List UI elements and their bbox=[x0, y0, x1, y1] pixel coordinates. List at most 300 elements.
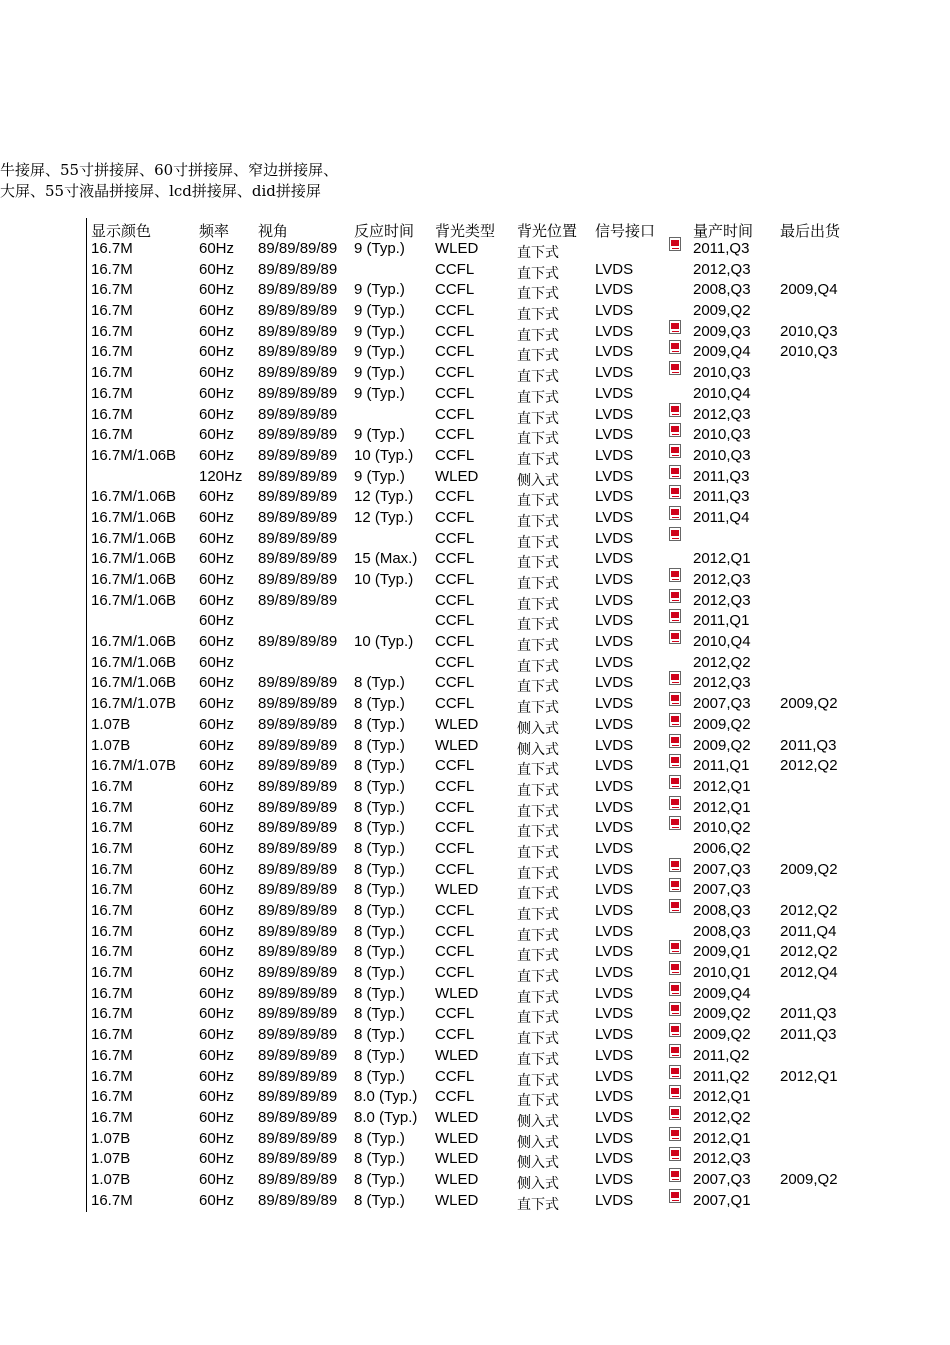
cell-view-angle: 89/89/89/89 bbox=[258, 860, 338, 878]
cell-response-time: 8 (Typ.) bbox=[354, 1129, 405, 1147]
pdf-icon bbox=[669, 858, 681, 872]
pdf-datasheet-icon[interactable] bbox=[669, 485, 681, 503]
cell-signal-interface: LVDS bbox=[595, 364, 634, 382]
cell-backlight-type: CCFL bbox=[435, 343, 475, 361]
cell-backlight-type: WLED bbox=[435, 1046, 479, 1064]
cell-color: 16.7M bbox=[91, 405, 133, 423]
cell-color: 16.7M bbox=[91, 860, 133, 878]
cell-signal-interface: LVDS bbox=[595, 426, 634, 444]
cell-signal-interface: LVDS bbox=[595, 1088, 634, 1106]
cell-response-time: 8 (Typ.) bbox=[354, 736, 405, 754]
cell-frequency: 60Hz bbox=[199, 984, 235, 1002]
cell-production-time: 2010,Q2 bbox=[693, 819, 751, 837]
cell-production-time: 2009,Q4 bbox=[693, 343, 751, 361]
cell-frequency: 60Hz bbox=[199, 405, 235, 423]
cell-color: 16.7M/1.06B bbox=[91, 529, 177, 547]
pdf-icon bbox=[669, 485, 681, 499]
pdf-datasheet-icon[interactable] bbox=[669, 568, 681, 586]
cell-view-angle: 89/89/89/89 bbox=[258, 943, 338, 961]
cell-backlight-type: CCFL bbox=[435, 819, 475, 837]
cell-color: 16.7M bbox=[91, 260, 133, 278]
cell-view-angle: 89/89/89/89 bbox=[258, 674, 338, 692]
pdf-datasheet-icon[interactable] bbox=[669, 340, 681, 358]
cell-response-time: 8 (Typ.) bbox=[354, 715, 405, 733]
cell-signal-interface: LVDS bbox=[595, 343, 634, 361]
cell-backlight-type: CCFL bbox=[435, 922, 475, 940]
cell-backlight-type: CCFL bbox=[435, 902, 475, 919]
cell-signal-interface: LVDS bbox=[595, 964, 634, 982]
pdf-datasheet-icon[interactable] bbox=[669, 1085, 681, 1103]
pdf-icon bbox=[669, 403, 681, 417]
cell-view-angle: 89/89/89/89 bbox=[258, 922, 338, 940]
cell-response-time: 8 (Typ.) bbox=[354, 860, 405, 878]
pdf-icon bbox=[669, 982, 681, 996]
cell-color: 16.7M/1.06B bbox=[91, 674, 177, 692]
cell-production-time: 2010,Q3 bbox=[693, 364, 751, 382]
cell-production-time: 2011,Q1 bbox=[693, 612, 750, 630]
cell-color: 16.7M/1.06B bbox=[91, 653, 177, 671]
cell-frequency: 60Hz bbox=[199, 1170, 235, 1188]
cell-backlight-type: WLED bbox=[435, 1191, 479, 1209]
cell-backlight-type: CCFL bbox=[435, 426, 475, 444]
cell-response-time: 10 (Typ.) bbox=[354, 633, 414, 651]
cell-response-time: 15 (Max.) bbox=[354, 550, 418, 568]
pdf-icon bbox=[669, 630, 681, 644]
cell-backlight-position: 直下式 bbox=[517, 700, 559, 717]
cell-backlight-type: CCFL bbox=[435, 777, 475, 795]
cell-view-angle: 89/89/89/89 bbox=[258, 1067, 338, 1085]
pdf-datasheet-icon[interactable] bbox=[669, 465, 681, 483]
cell-backlight-type: CCFL bbox=[435, 633, 475, 651]
cell-production-time: 2012,Q1 bbox=[693, 550, 751, 568]
pdf-icon bbox=[669, 961, 681, 975]
cell-production-time: 2012,Q3 bbox=[693, 571, 751, 588]
cell-response-time: 9 (Typ.) bbox=[354, 302, 405, 320]
cell-response-time: 8 (Typ.) bbox=[354, 839, 405, 857]
cell-view-angle: 89/89/89/89 bbox=[258, 591, 338, 609]
cell-frequency: 60Hz bbox=[199, 1067, 235, 1085]
cell-backlight-type: CCFL bbox=[435, 839, 475, 857]
cell-signal-interface: LVDS bbox=[595, 798, 634, 816]
pdf-datasheet-icon[interactable] bbox=[669, 1147, 681, 1165]
cell-response-time: 8 (Typ.) bbox=[354, 695, 405, 713]
cell-view-angle: 89/89/89/89 bbox=[258, 1170, 338, 1188]
pdf-icon bbox=[669, 713, 681, 727]
pdf-icon bbox=[669, 692, 681, 706]
cell-signal-interface: LVDS bbox=[595, 1170, 634, 1188]
cell-frequency: 60Hz bbox=[199, 943, 235, 961]
cell-backlight-type: CCFL bbox=[435, 322, 475, 340]
cell-backlight-position: 直下式 bbox=[517, 803, 559, 820]
cell-backlight-position: 直下式 bbox=[517, 431, 559, 448]
cell-view-angle: 89/89/89/89 bbox=[258, 984, 338, 1002]
cell-production-time: 2007,Q1 bbox=[693, 1191, 751, 1209]
cell-color: 16.7M bbox=[91, 1191, 133, 1209]
cell-backlight-position: 直下式 bbox=[517, 762, 559, 779]
cell-backlight-type: CCFL bbox=[435, 674, 475, 692]
cell-frequency: 60Hz bbox=[199, 550, 235, 568]
pdf-datasheet-icon[interactable] bbox=[669, 982, 681, 1000]
pdf-datasheet-icon[interactable] bbox=[669, 1127, 681, 1145]
cell-frequency: 60Hz bbox=[199, 633, 235, 651]
cell-response-time: 8.0 (Typ.) bbox=[354, 1108, 418, 1126]
cell-signal-interface: LVDS bbox=[595, 984, 634, 1002]
pdf-icon bbox=[669, 878, 681, 892]
pdf-datasheet-icon[interactable] bbox=[669, 403, 681, 421]
intro-line-2: 大屏、55寸液晶拼接屏、lcd拼接屏、did拼接屏 bbox=[0, 182, 321, 200]
cell-color: 16.7M/1.06B bbox=[91, 446, 177, 464]
pdf-datasheet-icon[interactable] bbox=[669, 237, 681, 255]
cell-color: 16.7M bbox=[91, 964, 133, 982]
pdf-icon bbox=[669, 940, 681, 954]
cell-response-time: 8 (Typ.) bbox=[354, 922, 405, 940]
cell-last-shipment: 2009,Q4 bbox=[780, 281, 838, 299]
cell-backlight-position: 直下式 bbox=[517, 824, 559, 841]
cell-signal-interface: LVDS bbox=[595, 1150, 634, 1168]
cell-response-time: 8 (Typ.) bbox=[354, 757, 405, 775]
pdf-datasheet-icon[interactable] bbox=[669, 940, 681, 958]
cell-view-angle: 89/89/89/89 bbox=[258, 343, 338, 361]
cell-backlight-position: 直下式 bbox=[517, 534, 559, 551]
cell-response-time: 8 (Typ.) bbox=[354, 943, 405, 961]
pdf-datasheet-icon[interactable] bbox=[669, 816, 681, 834]
pdf-datasheet-icon[interactable] bbox=[669, 1168, 681, 1186]
cell-signal-interface: LVDS bbox=[595, 591, 634, 609]
cell-frequency: 60Hz bbox=[199, 902, 235, 919]
cell-color: 16.7M bbox=[91, 1108, 133, 1126]
pdf-icon bbox=[669, 671, 681, 685]
header-signal-interface: 信号接口 bbox=[595, 222, 656, 240]
cell-backlight-position: 直下式 bbox=[517, 327, 559, 344]
cell-frequency: 60Hz bbox=[199, 488, 235, 506]
pdf-datasheet-icon[interactable] bbox=[669, 961, 681, 979]
cell-frequency: 60Hz bbox=[199, 881, 235, 899]
cell-backlight-position: 直下式 bbox=[517, 451, 559, 468]
pdf-datasheet-icon[interactable] bbox=[669, 589, 681, 607]
cell-view-angle: 89/89/89/89 bbox=[258, 488, 338, 506]
pdf-datasheet-icon[interactable] bbox=[669, 423, 681, 441]
cell-production-time: 2007,Q3 bbox=[693, 881, 751, 899]
cell-backlight-position: 侧入式 bbox=[517, 1134, 559, 1151]
cell-last-shipment: 2009,Q2 bbox=[780, 1170, 838, 1188]
cell-last-shipment: 2011,Q4 bbox=[780, 922, 837, 940]
pdf-icon bbox=[669, 609, 681, 623]
pdf-datasheet-icon[interactable] bbox=[669, 671, 681, 689]
cell-frequency: 60Hz bbox=[199, 695, 235, 713]
cell-view-angle: 89/89/89/89 bbox=[258, 1150, 338, 1168]
cell-backlight-position: 直下式 bbox=[517, 782, 559, 799]
cell-frequency: 60Hz bbox=[199, 591, 235, 609]
cell-frequency: 60Hz bbox=[199, 964, 235, 982]
pdf-icon bbox=[669, 506, 681, 520]
pdf-datasheet-icon[interactable] bbox=[669, 1106, 681, 1124]
cell-backlight-type: CCFL bbox=[435, 384, 475, 402]
pdf-datasheet-icon[interactable] bbox=[669, 713, 681, 731]
pdf-datasheet-icon[interactable] bbox=[669, 796, 681, 814]
cell-signal-interface: LVDS bbox=[595, 695, 634, 713]
cell-backlight-type: CCFL bbox=[435, 488, 475, 506]
pdf-datasheet-icon[interactable] bbox=[669, 506, 681, 524]
cell-color: 16.7M bbox=[91, 881, 133, 899]
pdf-icon bbox=[669, 816, 681, 830]
pdf-datasheet-icon[interactable] bbox=[669, 858, 681, 876]
cell-color: 16.7M bbox=[91, 1005, 133, 1023]
cell-view-angle: 89/89/89/89 bbox=[258, 798, 338, 816]
cell-color: 16.7M/1.07B bbox=[91, 757, 177, 775]
cell-frequency: 60Hz bbox=[199, 364, 235, 382]
cell-signal-interface: LVDS bbox=[595, 612, 634, 630]
cell-color: 16.7M/1.06B bbox=[91, 571, 177, 588]
cell-color: 1.07B bbox=[91, 1170, 131, 1188]
pdf-icon bbox=[669, 589, 681, 603]
cell-color: 16.7M bbox=[91, 426, 133, 444]
cell-color: 16.7M bbox=[91, 1067, 133, 1085]
cell-response-time: 9 (Typ.) bbox=[354, 240, 405, 257]
header-frequency: 频率 bbox=[199, 222, 230, 240]
cell-last-shipment: 2009,Q2 bbox=[780, 860, 838, 878]
cell-view-angle: 89/89/89/89 bbox=[258, 1108, 338, 1126]
cell-production-time: 2009,Q2 bbox=[693, 1005, 751, 1023]
cell-production-time: 2008,Q3 bbox=[693, 922, 751, 940]
cell-production-time: 2012,Q1 bbox=[693, 1088, 751, 1106]
cell-production-time: 2010,Q3 bbox=[693, 426, 751, 444]
pdf-icon bbox=[669, 734, 681, 748]
cell-signal-interface: LVDS bbox=[595, 384, 634, 402]
cell-last-shipment: 2010,Q3 bbox=[780, 322, 838, 340]
pdf-datasheet-icon[interactable] bbox=[669, 1002, 681, 1020]
cell-response-time: 8 (Typ.) bbox=[354, 819, 405, 837]
pdf-icon bbox=[669, 361, 681, 375]
cell-backlight-type: CCFL bbox=[435, 1067, 475, 1085]
cell-signal-interface: LVDS bbox=[595, 571, 634, 588]
cell-response-time: 9 (Typ.) bbox=[354, 384, 405, 402]
cell-view-angle: 89/89/89/89 bbox=[258, 467, 338, 485]
pdf-datasheet-icon[interactable] bbox=[669, 754, 681, 772]
pdf-icon bbox=[669, 320, 681, 334]
cell-response-time: 8 (Typ.) bbox=[354, 777, 405, 795]
cell-backlight-position: 直下式 bbox=[517, 1051, 559, 1068]
cell-color: 16.7M/1.06B bbox=[91, 508, 177, 526]
cell-view-angle: 89/89/89/89 bbox=[258, 1191, 338, 1209]
cell-backlight-type: CCFL bbox=[435, 1026, 475, 1044]
cell-production-time: 2009,Q2 bbox=[693, 736, 751, 754]
pdf-datasheet-icon[interactable] bbox=[669, 320, 681, 338]
pdf-datasheet-icon[interactable] bbox=[669, 1189, 681, 1207]
cell-signal-interface: LVDS bbox=[595, 736, 634, 754]
cell-view-angle: 89/89/89/89 bbox=[258, 426, 338, 444]
cell-signal-interface: LVDS bbox=[595, 1191, 634, 1209]
pdf-datasheet-icon[interactable] bbox=[669, 444, 681, 462]
cell-last-shipment: 2012,Q1 bbox=[780, 1067, 838, 1085]
cell-production-time: 2011,Q2 bbox=[693, 1067, 750, 1085]
cell-last-shipment: 2012,Q2 bbox=[780, 757, 838, 775]
cell-frequency: 60Hz bbox=[199, 1046, 235, 1064]
cell-frequency: 60Hz bbox=[199, 302, 235, 320]
cell-backlight-position: 侧入式 bbox=[517, 720, 559, 737]
pdf-datasheet-icon[interactable] bbox=[669, 527, 681, 545]
cell-signal-interface: LVDS bbox=[595, 715, 634, 733]
pdf-datasheet-icon[interactable] bbox=[669, 692, 681, 710]
cell-backlight-type: WLED bbox=[435, 1170, 479, 1188]
cell-view-angle: 89/89/89/89 bbox=[258, 571, 338, 588]
cell-signal-interface: LVDS bbox=[595, 653, 634, 671]
cell-production-time: 2009,Q2 bbox=[693, 1026, 751, 1044]
cell-production-time: 2012,Q3 bbox=[693, 405, 751, 423]
cell-frequency: 60Hz bbox=[199, 757, 235, 775]
cell-production-time: 2012,Q2 bbox=[693, 1108, 751, 1126]
cell-production-time: 2012,Q2 bbox=[693, 653, 751, 671]
cell-color: 16.7M bbox=[91, 984, 133, 1002]
cell-frequency: 60Hz bbox=[199, 384, 235, 402]
cell-color: 16.7M bbox=[91, 343, 133, 361]
cell-response-time: 12 (Typ.) bbox=[354, 488, 414, 506]
cell-backlight-position: 直下式 bbox=[517, 844, 559, 861]
cell-last-shipment: 2012,Q4 bbox=[780, 964, 838, 982]
cell-view-angle: 89/89/89/89 bbox=[258, 508, 338, 526]
cell-signal-interface: LVDS bbox=[595, 1026, 634, 1044]
pdf-datasheet-icon[interactable] bbox=[669, 775, 681, 793]
cell-backlight-position: 直下式 bbox=[517, 348, 559, 365]
pdf-datasheet-icon[interactable] bbox=[669, 609, 681, 627]
cell-frequency: 60Hz bbox=[199, 1150, 235, 1168]
cell-frequency: 60Hz bbox=[199, 777, 235, 795]
pdf-datasheet-icon[interactable] bbox=[669, 361, 681, 379]
cell-backlight-type: WLED bbox=[435, 240, 479, 257]
cell-backlight-type: CCFL bbox=[435, 591, 475, 609]
cell-frequency: 60Hz bbox=[199, 260, 235, 278]
cell-color: 16.7M bbox=[91, 1046, 133, 1064]
cell-backlight-type: CCFL bbox=[435, 1088, 475, 1106]
cell-backlight-type: CCFL bbox=[435, 653, 475, 671]
cell-frequency: 60Hz bbox=[199, 508, 235, 526]
cell-production-time: 2012,Q3 bbox=[693, 674, 751, 692]
cell-response-time: 8 (Typ.) bbox=[354, 1026, 405, 1044]
cell-frequency: 60Hz bbox=[199, 281, 235, 299]
cell-backlight-type: CCFL bbox=[435, 860, 475, 878]
pdf-datasheet-icon[interactable] bbox=[669, 630, 681, 648]
pdf-icon bbox=[669, 1147, 681, 1161]
cell-view-angle: 89/89/89/89 bbox=[258, 715, 338, 733]
cell-color: 16.7M bbox=[91, 943, 133, 961]
cell-signal-interface: LVDS bbox=[595, 1046, 634, 1064]
cell-color: 1.07B bbox=[91, 715, 131, 733]
cell-signal-interface: LVDS bbox=[595, 1108, 634, 1126]
cell-frequency: 60Hz bbox=[199, 1026, 235, 1044]
cell-view-angle: 89/89/89/89 bbox=[258, 384, 338, 402]
cell-production-time: 2012,Q1 bbox=[693, 1129, 751, 1147]
cell-color: 16.7M bbox=[91, 384, 133, 402]
cell-backlight-position: 直下式 bbox=[517, 969, 559, 986]
cell-backlight-position: 直下式 bbox=[517, 989, 559, 1006]
cell-view-angle: 89/89/89/89 bbox=[258, 902, 338, 919]
pdf-icon bbox=[669, 444, 681, 458]
header-view-angle: 视角 bbox=[258, 222, 289, 240]
cell-production-time: 2008,Q3 bbox=[693, 281, 751, 299]
cell-view-angle: 89/89/89/89 bbox=[258, 260, 338, 278]
cell-backlight-type: CCFL bbox=[435, 757, 475, 775]
cell-backlight-type: WLED bbox=[435, 736, 479, 754]
cell-backlight-position: 直下式 bbox=[517, 865, 559, 882]
cell-view-angle: 89/89/89/89 bbox=[258, 550, 338, 568]
cell-response-time: 8 (Typ.) bbox=[354, 1067, 405, 1085]
cell-backlight-position: 直下式 bbox=[517, 307, 559, 324]
cell-frequency: 60Hz bbox=[199, 1088, 235, 1106]
pdf-icon bbox=[669, 527, 681, 541]
cell-response-time: 12 (Typ.) bbox=[354, 508, 414, 526]
cell-response-time: 9 (Typ.) bbox=[354, 322, 405, 340]
cell-backlight-type: CCFL bbox=[435, 943, 475, 961]
cell-backlight-position: 直下式 bbox=[517, 596, 559, 613]
cell-production-time: 2012,Q3 bbox=[693, 591, 751, 609]
cell-frequency: 60Hz bbox=[199, 798, 235, 816]
cell-color: 16.7M bbox=[91, 281, 133, 299]
pdf-icon bbox=[669, 1065, 681, 1079]
cell-backlight-position: 直下式 bbox=[517, 1010, 559, 1027]
cell-color: 1.07B bbox=[91, 1129, 131, 1147]
cell-view-angle: 89/89/89/89 bbox=[258, 881, 338, 899]
cell-view-angle: 89/89/89/89 bbox=[258, 322, 338, 340]
cell-production-time: 2010,Q4 bbox=[693, 633, 751, 651]
pdf-icon bbox=[669, 423, 681, 437]
cell-production-time: 2011,Q1 bbox=[693, 757, 750, 775]
header-backlight-position: 背光位置 bbox=[517, 222, 578, 240]
cell-frequency: 60Hz bbox=[199, 322, 235, 340]
cell-response-time: 8 (Typ.) bbox=[354, 902, 405, 919]
cell-frequency: 60Hz bbox=[199, 240, 235, 257]
cell-backlight-type: WLED bbox=[435, 715, 479, 733]
pdf-datasheet-icon[interactable] bbox=[669, 1065, 681, 1083]
pdf-datasheet-icon[interactable] bbox=[669, 899, 681, 917]
pdf-datasheet-icon[interactable] bbox=[669, 1044, 681, 1062]
cell-frequency: 60Hz bbox=[199, 446, 235, 464]
cell-backlight-position: 直下式 bbox=[517, 948, 559, 965]
cell-view-angle: 89/89/89/89 bbox=[258, 695, 338, 713]
cell-signal-interface: LVDS bbox=[595, 922, 634, 940]
cell-signal-interface: LVDS bbox=[595, 508, 634, 526]
pdf-datasheet-icon[interactable] bbox=[669, 734, 681, 752]
cell-frequency: 60Hz bbox=[199, 715, 235, 733]
pdf-datasheet-icon[interactable] bbox=[669, 1023, 681, 1041]
cell-frequency: 60Hz bbox=[199, 674, 235, 692]
cell-backlight-position: 直下式 bbox=[517, 927, 559, 944]
cell-signal-interface: LVDS bbox=[595, 446, 634, 464]
pdf-icon bbox=[669, 754, 681, 768]
cell-response-time: 8 (Typ.) bbox=[354, 1150, 405, 1168]
cell-backlight-type: CCFL bbox=[435, 571, 475, 588]
pdf-icon bbox=[669, 1168, 681, 1182]
pdf-icon bbox=[669, 1189, 681, 1203]
cell-signal-interface: LVDS bbox=[595, 757, 634, 775]
cell-backlight-type: CCFL bbox=[435, 260, 475, 278]
cell-signal-interface: LVDS bbox=[595, 488, 634, 506]
cell-response-time: 10 (Typ.) bbox=[354, 571, 414, 588]
cell-signal-interface: LVDS bbox=[595, 281, 634, 299]
cell-signal-interface: LVDS bbox=[595, 1005, 634, 1023]
cell-response-time: 8 (Typ.) bbox=[354, 1046, 405, 1064]
cell-backlight-type: WLED bbox=[435, 1129, 479, 1147]
cell-production-time: 2011,Q3 bbox=[693, 488, 750, 506]
cell-backlight-type: CCFL bbox=[435, 695, 475, 713]
cell-production-time: 2012,Q1 bbox=[693, 777, 751, 795]
cell-frequency: 60Hz bbox=[199, 736, 235, 754]
cell-view-angle: 89/89/89/89 bbox=[258, 736, 338, 754]
pdf-datasheet-icon[interactable] bbox=[669, 878, 681, 896]
cell-backlight-position: 侧入式 bbox=[517, 1175, 559, 1192]
cell-last-shipment: 2011,Q3 bbox=[780, 736, 837, 754]
cell-color: 16.7M bbox=[91, 364, 133, 382]
cell-color: 16.7M bbox=[91, 1088, 133, 1106]
cell-view-angle: 89/89/89/89 bbox=[258, 1026, 338, 1044]
